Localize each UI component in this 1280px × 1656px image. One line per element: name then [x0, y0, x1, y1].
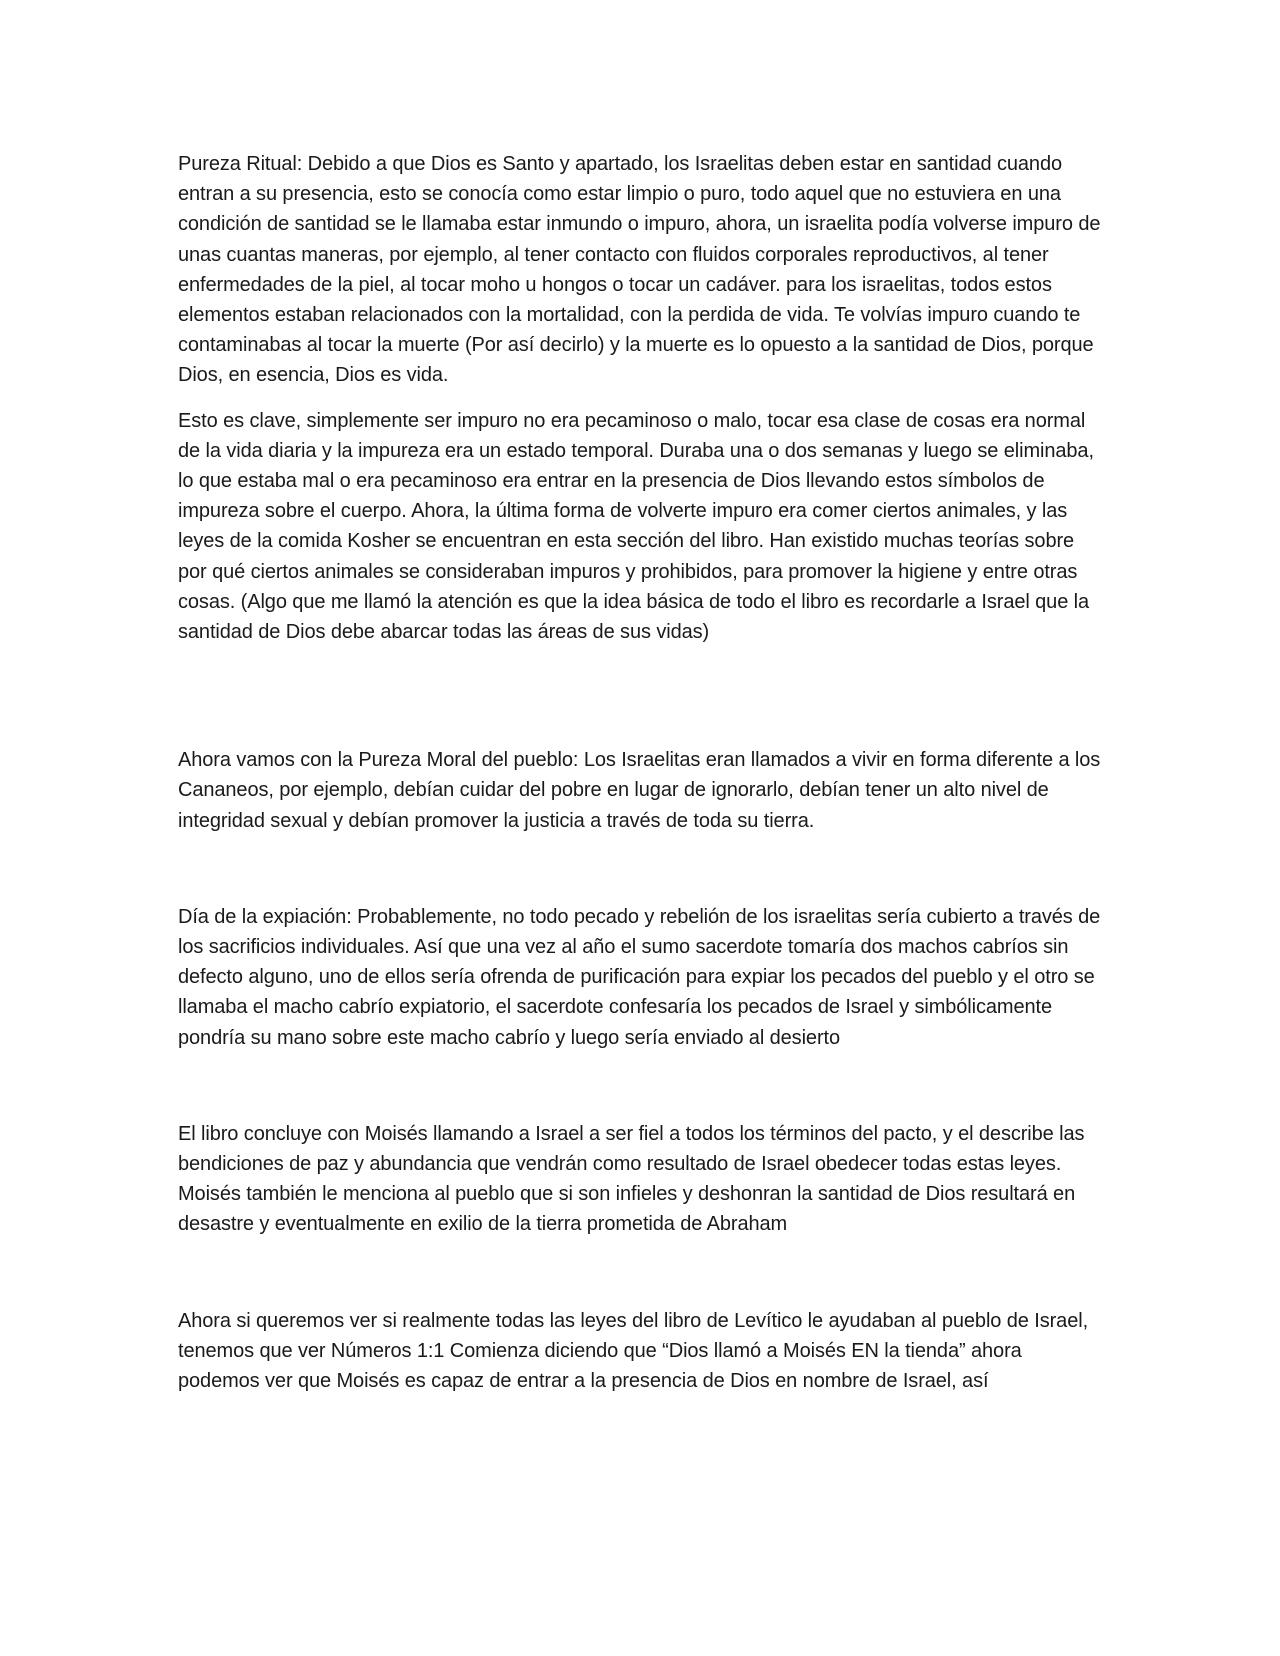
document-body — [178, 149, 1108, 1396]
blank-space — [178, 1240, 1108, 1306]
paragraph-book-conclusion: El libro concluye con Moisés llamando a Israel a ser fiel a todos los términos del pacto, y el describe las bendiciones de paz y abundancia que vendrán como resultado de Israel obedecer todas estas leyes. Moisés también le menciona al pueblo que si son infieles y deshonran la santidad de Dios resultará en desastre y eventualmente en exilio de la tierra prometida de Abraham — [178, 1122, 1085, 1236]
paragraph-moral-purity: Ahora vamos con la Pureza Moral del pueblo: Los Israelitas eran llamados a vivir en forma diferente a los Cananeos, por ejemplo, debían cuidar del pobre en lugar de ignorarlo, debían tener un alto nivel de integridad sexual y debían promover la justicia a través de toda su tierra. — [178, 749, 1101, 832]
blank-space — [178, 647, 1108, 745]
blank-space — [178, 1053, 1108, 1119]
paragraph-ritual-purity: Pureza Ritual: Debido a que Dios es Santo y apartado, los Israelitas deben estar en santidad cuando entran a su presencia, esto se conocía como estar limpio o puro, todo aquel que no estuviera en una condición de santidad se le llamaba estar inmundo o impuro, ahora, un israelita podía volverse impuro de unas cuantas maneras, por ejemplo, al tener contacto con fluidos corporales reproductivos, al tener enfermedades de la piel, al tocar moho u hongos o tocar un cadáver. para los israelitas, todos estos elementos estaban relacionados con la mortalidad, con la perdida de vida. Te volvías impuro cuando te contaminabas al tocar la muerte (Por así decirlo) y la muerte es lo opuesto a la santidad de Dios, porque Dios, en esencia, Dios es vida. — [178, 153, 1101, 387]
paragraph-day-of-atonement: Día de la expiación: Probablemente, no todo pecado y rebelión de los israelitas sería cubierto a través de los sacrificios individuales. Así que una vez al año el sumo sacerdote tomaría dos machos cabríos sin defecto alguno, uno de ellos sería ofrenda de purificación para expiar los pecados del pueblo y el otro se llamaba el macho cabrío expiatorio, el sacerdote confesaría los pecados de Israel y simbólicamente pondría su mano sobre este macho cabrío y luego sería enviado al desierto — [178, 905, 1101, 1049]
paragraph-impurity-explanation: Esto es clave, simplemente ser impuro no era pecaminoso o malo, tocar esa clase de cosas era normal de la vida diaria y la impureza era un estado temporal. Duraba una o dos semanas y luego se eliminaba, lo que estaba mal o era pecaminoso era entrar en la presencia de Dios llevando estos símbolos de impureza sobre el cuerpo. Ahora, la última forma de volverte impuro era comer ciertos animales, y las leyes de la comida Kosher se encuentran en esta sección del libro. Han existido muchas teorías sobre por qué ciertos animales se consideraban impuros y prohibidos, para promover la higiene y entre otras cosas. (Algo que me llamó la atención es que la idea básica de todo el libro es recordarle a Israel que la santidad de Dios debe abarcar todas las áreas de sus vidas) — [178, 409, 1094, 644]
paragraph-numbers-reference: Ahora si queremos ver si realmente todas las leyes del libro de Levítico le ayudaban al pueblo de Israel, tenemos que ver Números 1:1 Comienza diciendo que “Dios llamó a Moisés EN la tienda” ahora podemos ver que Moisés es capaz de entrar a la presencia de Dios en nombre de Israel, así — [178, 1309, 1089, 1393]
blank-space — [178, 836, 1108, 902]
